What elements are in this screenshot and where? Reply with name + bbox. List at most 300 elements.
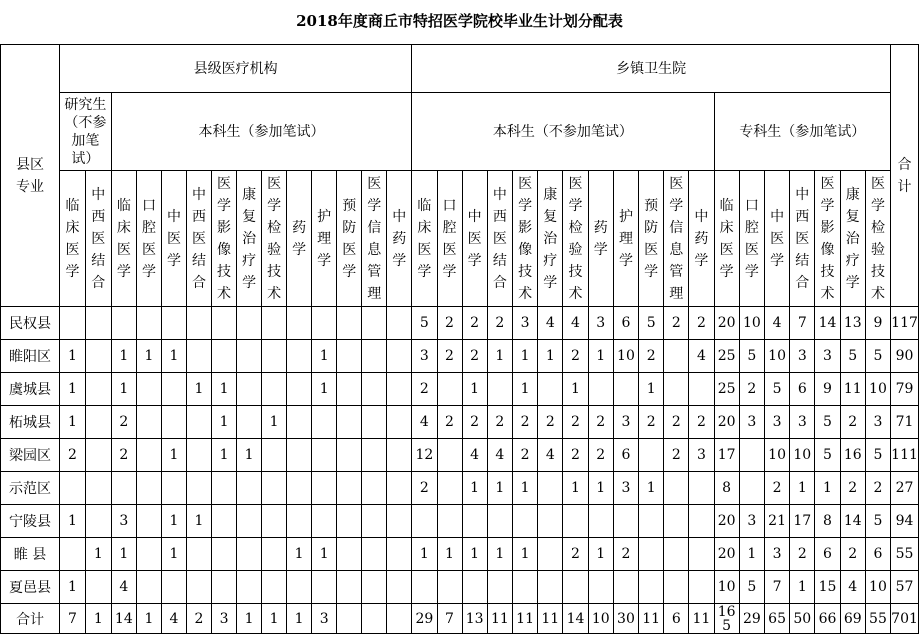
column-header (212, 171, 237, 307)
table-cell: 5 (865, 340, 890, 373)
table-cell: 6 (664, 604, 689, 634)
column-header (111, 171, 136, 307)
column-header-label: 护理学 (618, 208, 633, 269)
table-cell (312, 472, 337, 505)
row-label: 民权县 (1, 307, 60, 340)
table-cell: 17 (714, 439, 739, 472)
table-cell: 11 (639, 604, 664, 634)
table-cell: 10 (764, 340, 789, 373)
table-cell: 2 (512, 439, 537, 472)
table-cell: 10 (714, 571, 739, 604)
table-cell (387, 538, 412, 571)
table-cell (362, 604, 387, 634)
table-cell: 3 (512, 307, 537, 340)
column-header-label: 医学检验技术 (568, 175, 583, 302)
table-cell: 1 (739, 538, 764, 571)
table-cell (538, 505, 563, 538)
table-cell (60, 472, 86, 505)
column-header (689, 171, 714, 307)
table-cell (487, 373, 512, 406)
table-cell (312, 505, 337, 538)
table-cell: 1 (487, 472, 512, 505)
table-cell (613, 373, 638, 406)
table-cell (563, 571, 588, 604)
table-cell: 3 (790, 340, 815, 373)
table-row (1, 439, 919, 472)
column-header-label: 中药学 (392, 208, 407, 269)
table-cell: 1 (437, 538, 462, 571)
table-cell: 3 (689, 439, 714, 472)
column-header (840, 171, 865, 307)
row-label: 示范区 (1, 472, 60, 505)
sub-town-college-label: 专科生（参加笔试） (739, 123, 866, 140)
table-cell: 3 (588, 307, 613, 340)
table-cell: 6 (613, 307, 638, 340)
table-cell: 1 (212, 373, 237, 406)
table-cell (689, 571, 714, 604)
row-label: 梁园区 (1, 439, 60, 472)
column-header-label: 康复治疗学 (242, 186, 257, 291)
table-cell (487, 571, 512, 604)
table-cell: 1 (487, 340, 512, 373)
table-cell: 1 (111, 340, 136, 373)
group-town-label: 乡镇卫生院 (616, 60, 687, 77)
table-cell: 2 (613, 538, 638, 571)
table-cell: 1 (136, 340, 161, 373)
table-cell (538, 538, 563, 571)
table-cell: 1 (512, 373, 537, 406)
table-cell: 13 (840, 307, 865, 340)
table-cell: 1 (512, 538, 537, 571)
table-cell (337, 472, 362, 505)
row-label: 合计 (1, 604, 60, 634)
table-cell: 1 (462, 538, 487, 571)
table-cell: 55 (865, 604, 890, 634)
table-cell: 11 (689, 604, 714, 634)
table-cell: 1 (237, 604, 262, 634)
table-cell: 16 (840, 439, 865, 472)
table-cell (387, 373, 412, 406)
row-label: 宁陵县 (1, 505, 60, 538)
table-cell (588, 571, 613, 604)
table-cell: 2 (462, 340, 487, 373)
table-cell (412, 505, 437, 538)
table-cell: 10 (764, 439, 789, 472)
table-row (1, 472, 919, 505)
table-cell (212, 538, 237, 571)
table-cell: 1 (563, 373, 588, 406)
table-cell: 4 (764, 307, 789, 340)
table-cell (387, 472, 412, 505)
column-header-label: 中医学 (770, 208, 785, 269)
table-cell: 15 (815, 571, 840, 604)
table-row (1, 571, 919, 604)
table-cell (287, 472, 312, 505)
table-cell (287, 505, 312, 538)
table-cell (111, 307, 136, 340)
table-cell: 10 (865, 571, 890, 604)
table-cell (161, 571, 186, 604)
table-cell: 1 (111, 373, 136, 406)
table-cell: 3 (739, 406, 764, 439)
table-cell: 4 (111, 571, 136, 604)
column-header (563, 171, 588, 307)
table-cell: 2 (60, 439, 86, 472)
table-cell (337, 571, 362, 604)
table-cell: 9 (815, 373, 840, 406)
column-header-label: 中医学 (467, 208, 482, 269)
table-cell: 3 (412, 340, 437, 373)
table-cell: 1 (85, 538, 111, 571)
table-row (1, 604, 919, 634)
table-cell: 9 (865, 307, 890, 340)
table-cell: 25 (714, 340, 739, 373)
table-cell (462, 571, 487, 604)
table-cell (387, 571, 412, 604)
table-cell: 14 (815, 307, 840, 340)
table-cell: 7 (764, 571, 789, 604)
column-header (387, 171, 412, 307)
row-label: 夏邑县 (1, 571, 60, 604)
table-cell: 29 (739, 604, 764, 634)
table-cell (437, 439, 462, 472)
table-cell (387, 340, 412, 373)
table-cell (85, 340, 111, 373)
column-header (639, 171, 664, 307)
table-cell: 165 (714, 604, 739, 634)
table-cell (237, 571, 262, 604)
sub-county-bachelor-label: 本科生（参加笔试） (198, 123, 325, 140)
table-cell (287, 406, 312, 439)
table-cell: 1 (187, 373, 212, 406)
table-cell: 1 (60, 571, 86, 604)
table-cell (639, 505, 664, 538)
column-header-label: 药学 (593, 219, 608, 258)
table-cell (387, 406, 412, 439)
column-header (487, 171, 512, 307)
table-cell: 3 (865, 406, 890, 439)
table-row (1, 373, 919, 406)
table-cell: 10 (739, 307, 764, 340)
table-cell (85, 505, 111, 538)
table-cell: 2 (437, 406, 462, 439)
table-cell (237, 505, 262, 538)
table-cell (136, 307, 161, 340)
table-cell: 2 (664, 307, 689, 340)
column-header-label: 临床医学 (417, 197, 432, 280)
column-header-label: 口腔医学 (141, 197, 156, 280)
table-cell (287, 373, 312, 406)
table-cell (739, 472, 764, 505)
table-cell (689, 472, 714, 505)
column-header (85, 171, 111, 307)
table-cell: 1 (790, 571, 815, 604)
table-cell (237, 472, 262, 505)
table-cell (111, 472, 136, 505)
column-header (764, 171, 789, 307)
table-cell (85, 439, 111, 472)
table-cell (437, 373, 462, 406)
group-county-label: 县级医疗机构 (193, 60, 278, 77)
table-cell (237, 307, 262, 340)
column-header-label: 口腔医学 (442, 197, 457, 280)
table-cell: 2 (588, 406, 613, 439)
table-cell (689, 373, 714, 406)
table-cell: 2 (639, 340, 664, 373)
table-cell (262, 373, 287, 406)
table-cell: 1 (462, 472, 487, 505)
table-cell (262, 571, 287, 604)
table-cell (664, 373, 689, 406)
column-header-label: 临床医学 (65, 197, 80, 280)
table-cell (412, 571, 437, 604)
table-cell: 2 (462, 406, 487, 439)
table-cell (362, 505, 387, 538)
table-cell: 1 (262, 406, 287, 439)
table-cell (639, 538, 664, 571)
table-cell: 10 (588, 604, 613, 634)
table-cell: 1 (412, 538, 437, 571)
sub-town-bachelor-header (412, 93, 714, 171)
table-cell (664, 571, 689, 604)
table-cell: 5 (739, 571, 764, 604)
column-header (714, 171, 739, 307)
column-header (60, 171, 86, 307)
group-town-header (412, 45, 891, 93)
column-header-label: 中西医结合 (91, 186, 106, 291)
table-cell: 3 (212, 604, 237, 634)
sub-town-college-header (714, 93, 891, 171)
table-cell: 3 (613, 406, 638, 439)
table-cell: 2 (689, 406, 714, 439)
column-header (865, 171, 890, 307)
table-cell (362, 340, 387, 373)
table-cell (161, 373, 186, 406)
table-row (1, 505, 919, 538)
table-cell (262, 340, 287, 373)
table-cell: 1 (639, 472, 664, 505)
table-cell: 14 (563, 604, 588, 634)
table-cell: 7 (790, 307, 815, 340)
table-cell: 3 (764, 538, 789, 571)
row-label: 睢 县 (1, 538, 60, 571)
table-cell: 1 (262, 604, 287, 634)
column-header-label: 中西医结合 (492, 186, 507, 291)
column-header (815, 171, 840, 307)
column-header-label: 医学影像技术 (217, 175, 232, 302)
table-cell: 6 (613, 439, 638, 472)
table-cell (287, 439, 312, 472)
table-cell (187, 538, 212, 571)
table-cell: 10 (790, 439, 815, 472)
table-cell: 3 (613, 472, 638, 505)
table-cell: 1 (287, 538, 312, 571)
row-total: 71 (891, 406, 919, 439)
group-county-header (60, 45, 412, 93)
table-cell: 2 (487, 307, 512, 340)
allocation-table (0, 44, 919, 634)
table-cell (312, 571, 337, 604)
column-header-label: 中医学 (166, 208, 181, 269)
table-cell: 1 (111, 538, 136, 571)
table-cell (613, 505, 638, 538)
table-cell: 14 (840, 505, 865, 538)
column-header (237, 171, 262, 307)
column-header (337, 171, 362, 307)
row-label: 睢阳区 (1, 340, 60, 373)
column-header-label: 医学信息管理 (367, 175, 382, 302)
column-header-label: 临床医学 (116, 197, 131, 280)
column-header-label: 中西医结合 (795, 186, 810, 291)
table-cell (664, 472, 689, 505)
table-cell: 65 (764, 604, 789, 634)
table-cell: 4 (462, 439, 487, 472)
column-header (739, 171, 764, 307)
table-cell (237, 406, 262, 439)
sub-town-bachelor-label: 本科生（不参加笔试） (492, 123, 633, 140)
table-row (1, 538, 919, 571)
table-cell: 4 (840, 571, 865, 604)
table-cell: 1 (85, 604, 111, 634)
table-cell: 10 (613, 340, 638, 373)
table-cell: 2 (111, 406, 136, 439)
table-cell (613, 571, 638, 604)
table-cell: 8 (714, 472, 739, 505)
row-total: 27 (891, 472, 919, 505)
column-header-label: 医学检验技术 (870, 175, 885, 302)
table-cell (312, 439, 337, 472)
column-header-label: 医学影像技术 (518, 175, 533, 302)
table-cell (664, 340, 689, 373)
column-header-label: 预防医学 (342, 197, 357, 280)
page-title: 2018年度商丘市特招医学院校毕业生计划分配表 (296, 12, 623, 30)
table-cell (312, 307, 337, 340)
table-cell: 1 (212, 439, 237, 472)
table-cell: 11 (487, 604, 512, 634)
table-cell (362, 571, 387, 604)
row-total: 117 (891, 307, 919, 340)
table-cell (187, 439, 212, 472)
column-header (437, 171, 462, 307)
table-cell: 2 (538, 406, 563, 439)
table-cell: 5 (739, 340, 764, 373)
sub-grad-header (60, 93, 112, 171)
column-header (187, 171, 212, 307)
table-cell (337, 604, 362, 634)
table-cell (337, 307, 362, 340)
table-cell (262, 538, 287, 571)
table-cell (85, 307, 111, 340)
column-header (362, 171, 387, 307)
column-header-label: 药学 (292, 219, 307, 258)
table-cell (337, 406, 362, 439)
table-cell: 4 (538, 307, 563, 340)
table-cell: 2 (840, 538, 865, 571)
table-cell: 21 (764, 505, 789, 538)
table-cell: 11 (512, 604, 537, 634)
table-cell (337, 373, 362, 406)
table-cell (262, 307, 287, 340)
table-cell: 4 (487, 439, 512, 472)
table-cell: 2 (563, 340, 588, 373)
table-cell (387, 505, 412, 538)
table-cell (512, 505, 537, 538)
table-cell: 1 (790, 472, 815, 505)
table-cell: 1 (312, 340, 337, 373)
table-cell: 5 (412, 307, 437, 340)
table-cell: 2 (840, 472, 865, 505)
column-header-label: 预防医学 (644, 197, 659, 280)
table-cell (212, 307, 237, 340)
table-cell: 3 (312, 604, 337, 634)
table-cell: 4 (412, 406, 437, 439)
table-cell (136, 439, 161, 472)
table-cell: 3 (739, 505, 764, 538)
table-cell: 1 (312, 538, 337, 571)
table-cell: 4 (538, 439, 563, 472)
table-cell: 2 (865, 472, 890, 505)
table-cell (187, 340, 212, 373)
table-cell: 7 (60, 604, 86, 634)
table-cell (362, 307, 387, 340)
sub-county-bachelor-header (111, 93, 412, 171)
table-cell (437, 472, 462, 505)
table-cell: 6 (790, 373, 815, 406)
column-header (512, 171, 537, 307)
column-header (538, 171, 563, 307)
table-cell (337, 439, 362, 472)
column-header-label: 临床医学 (719, 197, 734, 280)
table-cell (563, 505, 588, 538)
table-cell (639, 439, 664, 472)
table-cell (664, 505, 689, 538)
table-cell: 14 (111, 604, 136, 634)
column-header (262, 171, 287, 307)
table-cell: 5 (865, 439, 890, 472)
column-header-label: 口腔医学 (744, 197, 759, 280)
row-total: 111 (891, 439, 919, 472)
table-cell: 50 (790, 604, 815, 634)
table-cell (387, 307, 412, 340)
table-cell (187, 406, 212, 439)
table-cell: 2 (512, 406, 537, 439)
table-cell (538, 373, 563, 406)
table-cell: 66 (815, 604, 840, 634)
table-cell: 4 (161, 604, 186, 634)
column-header (287, 171, 312, 307)
table-cell: 1 (563, 472, 588, 505)
table-cell (437, 505, 462, 538)
table-cell: 5 (865, 505, 890, 538)
table-cell (337, 505, 362, 538)
table-cell: 5 (815, 439, 840, 472)
table-cell: 11 (538, 604, 563, 634)
table-cell: 25 (714, 373, 739, 406)
table-cell (362, 406, 387, 439)
table-cell: 1 (462, 373, 487, 406)
table-cell: 2 (639, 406, 664, 439)
table-cell (161, 472, 186, 505)
row-total: 55 (891, 538, 919, 571)
table-cell (588, 373, 613, 406)
table-cell (287, 571, 312, 604)
table-cell: 1 (212, 406, 237, 439)
table-cell: 2 (790, 538, 815, 571)
table-cell (387, 439, 412, 472)
table-cell (187, 307, 212, 340)
row-label: 虞城县 (1, 373, 60, 406)
table-cell: 17 (790, 505, 815, 538)
